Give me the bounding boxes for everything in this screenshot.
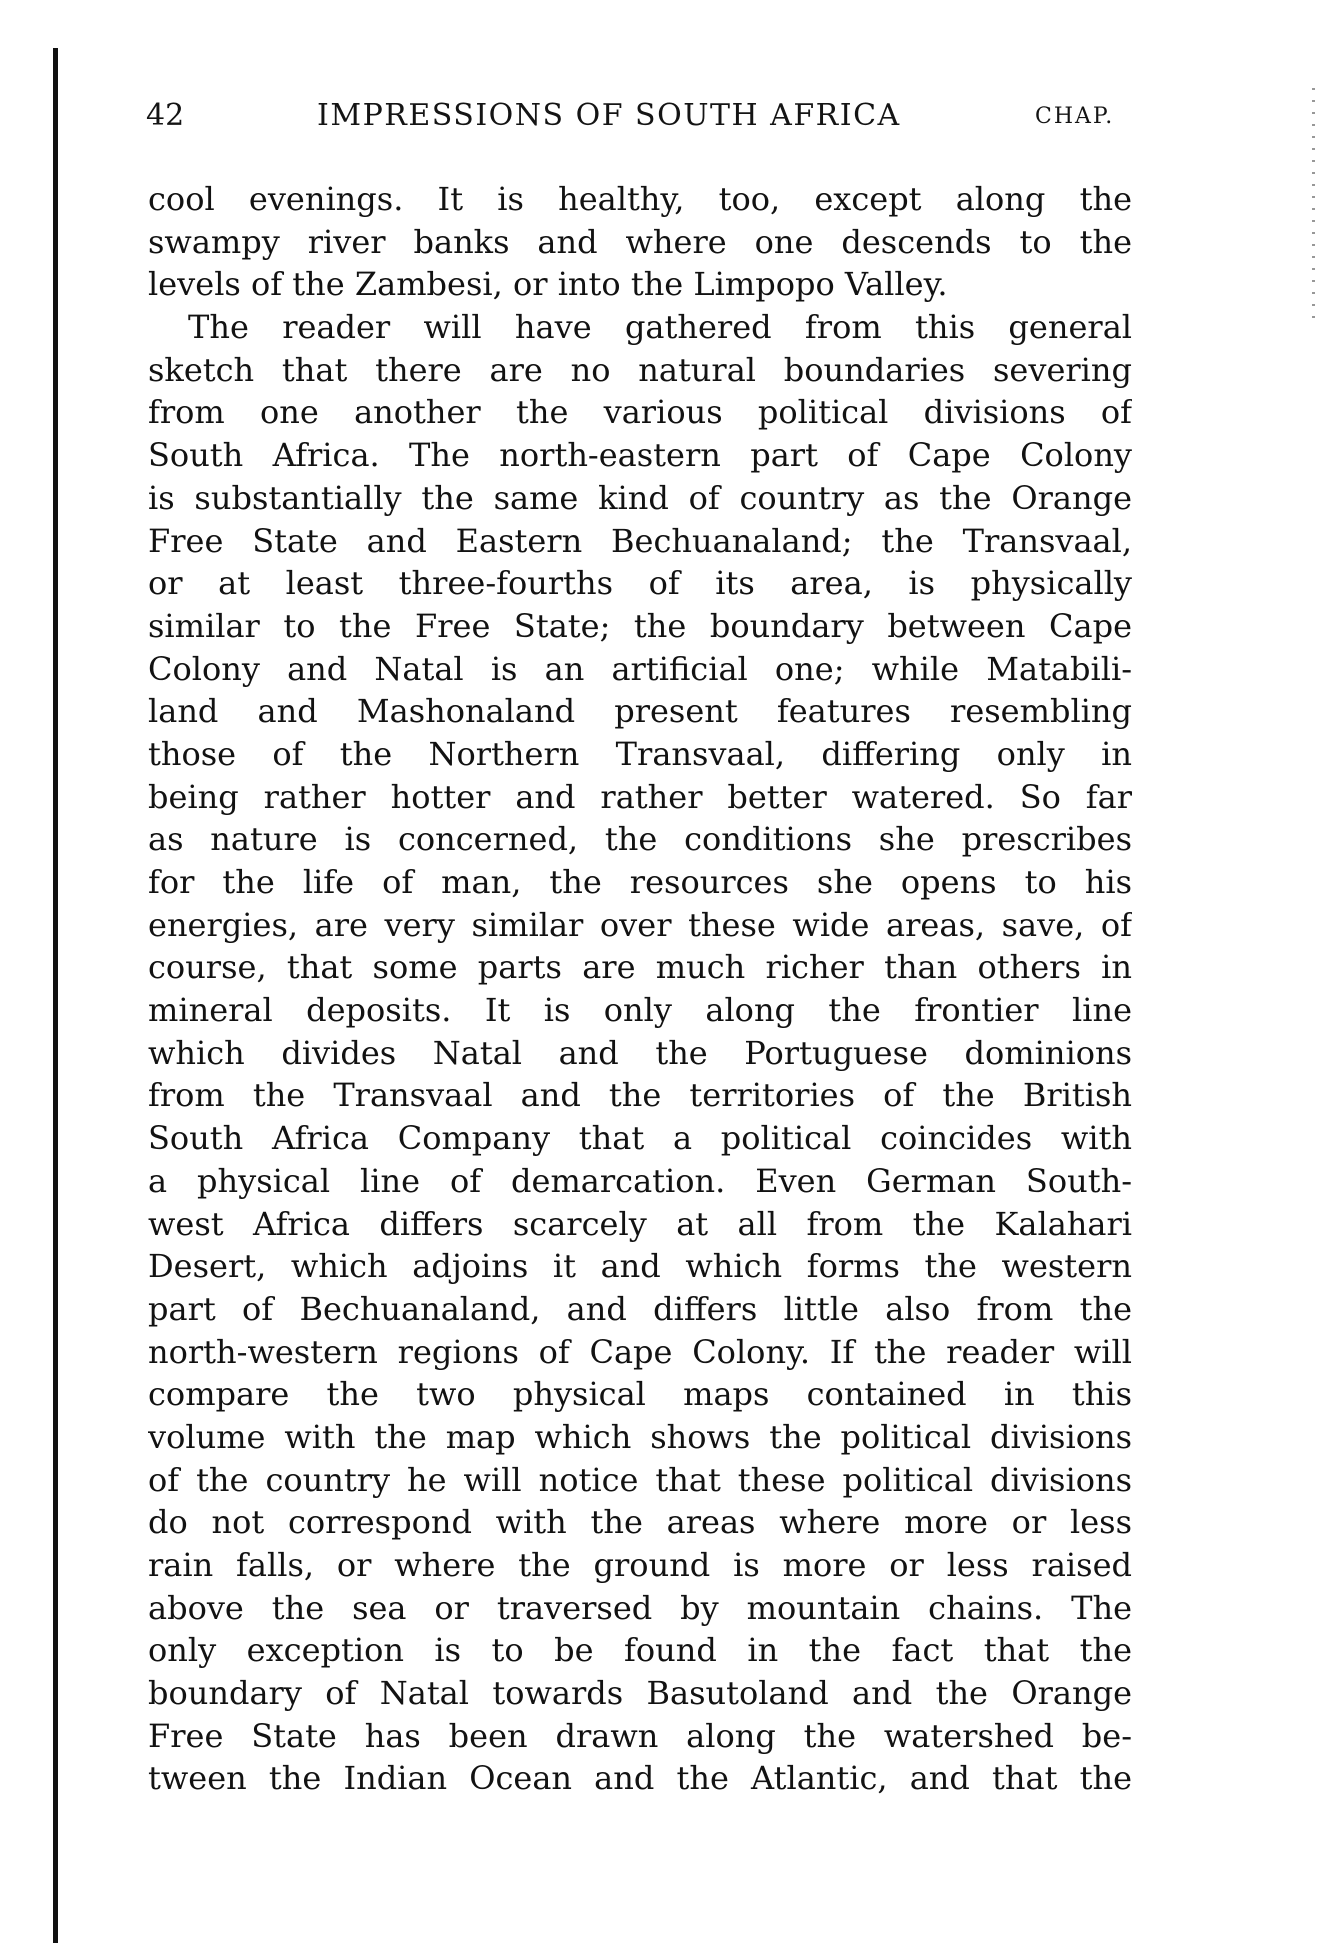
text-line: from the Transvaal and the territories of the British	[148, 1076, 1132, 1115]
text-line: boundary of Natal towards Basutoland and the Orange	[148, 1674, 1132, 1713]
text-line: those of the Northern Transvaal, differing only in	[148, 734, 1132, 773]
text-line: Colony and Natal is an artificial one; while Matabili-	[148, 649, 1132, 688]
text-line: from one another the various political divisions of	[148, 393, 1132, 432]
text-line: north-western regions of Cape Colony. If the reader will	[148, 1332, 1132, 1371]
text-line: course, that some parts are much richer than others in	[148, 948, 1132, 987]
text-line: or at least three-fourths of its area, is physically	[148, 564, 1132, 603]
text-line: sketch that there are no natural boundaries severing	[148, 350, 1132, 389]
running-header	[146, 96, 1146, 140]
body-text	[148, 178, 1132, 1800]
text-line: do not correspond with the areas where more or less	[148, 1503, 1132, 1542]
text-line: of the country he will notice that these political divisions	[148, 1460, 1132, 1499]
page-number: 42	[146, 98, 185, 133]
text-line: part of Bechuanaland, and differs little also from the	[148, 1289, 1132, 1328]
text-line: cool evenings. It is healthy, too, except along the	[148, 180, 1132, 218]
text-line: land and Mashonaland present features resembling	[148, 692, 1132, 731]
text-line: similar to the Free State; the boundary between Cape	[148, 606, 1132, 645]
text-line: levels of the Zambesi, or into the Limpopo Valley.	[148, 265, 948, 304]
text-line: as nature is concerned, the conditions she prescribes	[148, 820, 1132, 859]
text-line: mineral deposits. It is only along the frontier line	[148, 991, 1132, 1030]
text-line: South Africa. The north-eastern part of Cape Colony	[148, 436, 1132, 475]
binding-edge-rule	[53, 48, 58, 1943]
text-line: above the sea or traversed by mountain chains. The	[148, 1588, 1132, 1627]
text-line: for the life of man, the resources she opens to his	[148, 863, 1132, 901]
text-line: tween the Indian Ocean and the Atlantic, and that the	[148, 1759, 1132, 1798]
text-line: The reader will have gathered from this general	[188, 308, 1132, 347]
text-line: is substantially the same kind of country as the Orange	[148, 478, 1132, 517]
text-line: South Africa Company that a political coincides with	[148, 1119, 1132, 1158]
text-line: energies, are very similar over these wide areas, save, of	[148, 905, 1132, 944]
text-line: Desert, which adjoins it and which forms the western	[148, 1247, 1132, 1286]
scan-edge-specks	[1312, 88, 1315, 328]
text-line: west Africa differs scarcely at all from the Kalahari	[148, 1204, 1132, 1243]
text-line: compare the two physical maps contained in this	[148, 1375, 1132, 1414]
text-line: only exception is to be found in the fact that the	[148, 1631, 1132, 1670]
text-line: Free State and Eastern Bechuanaland; the Transvaal,	[148, 521, 1132, 560]
text-line: a physical line of demarcation. Even German South-	[148, 1161, 1132, 1200]
chapter-label: CHAP.	[1035, 104, 1115, 129]
running-title: IMPRESSIONS OF SOUTH AFRICA	[317, 98, 901, 133]
text-line: swampy river banks and where one descends to the	[148, 222, 1132, 261]
text-line: volume with the map which shows the political divisions	[148, 1417, 1132, 1456]
text-line: which divides Natal and the Portuguese dominions	[148, 1033, 1132, 1072]
text-line: rain falls, or where the ground is more or less raised	[148, 1546, 1132, 1584]
text-line: being rather hotter and rather better watered. So far	[148, 777, 1132, 816]
text-line: Free State has been drawn along the watershed be-	[148, 1716, 1132, 1755]
